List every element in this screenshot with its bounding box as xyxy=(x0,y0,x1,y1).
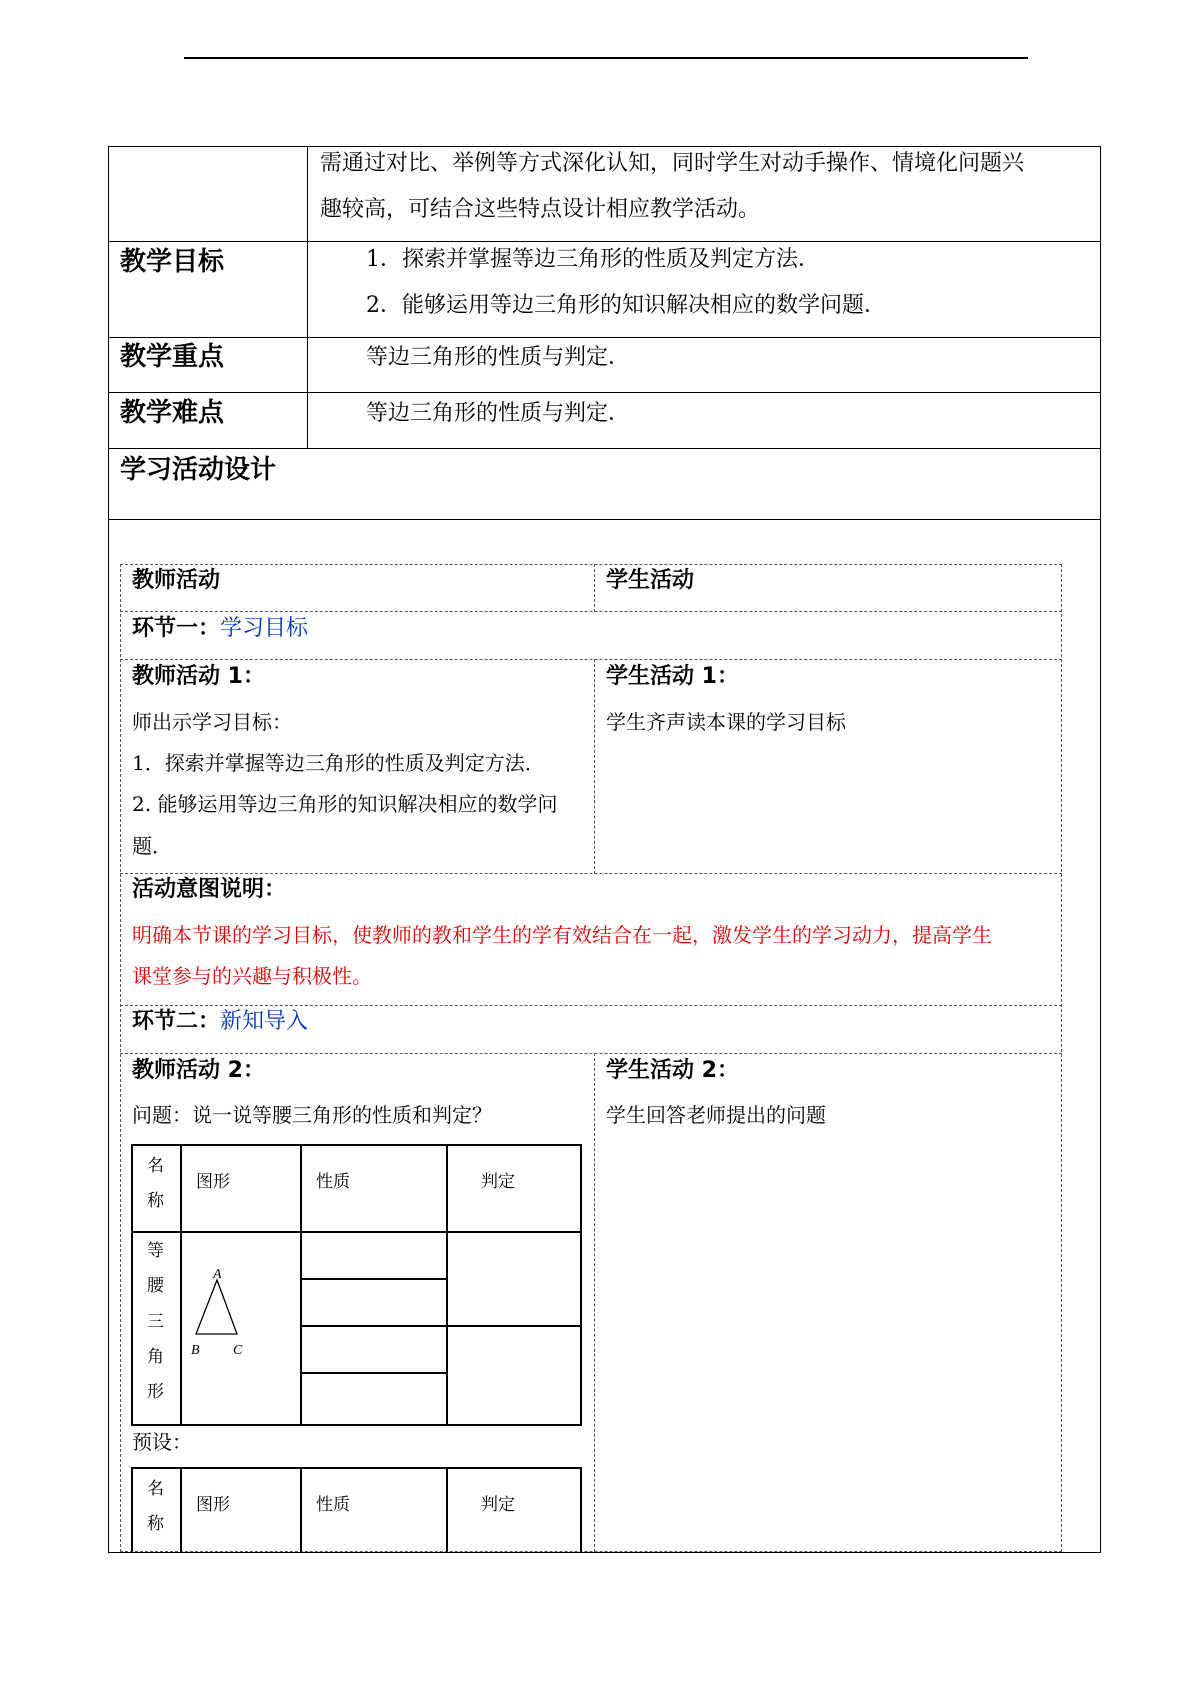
row-divider xyxy=(108,448,1101,449)
objectives-label: 教学目标 xyxy=(120,247,225,277)
row-divider xyxy=(108,392,1101,393)
row-divider xyxy=(108,337,1101,338)
intro-line-2: 趣较高，可结合这些特点设计相应教学活动。 xyxy=(320,197,761,222)
teacher-activity-1-line: 1．探索并掌握等边三角形的性质及判定方法． xyxy=(132,751,545,775)
row-name-char: 三 xyxy=(147,1312,164,1332)
table-rule xyxy=(446,1144,448,1426)
section-1-heading xyxy=(132,618,308,640)
row-name-char: 腰 xyxy=(147,1276,164,1296)
outer-border-top xyxy=(108,146,1101,147)
section-2-heading xyxy=(132,1011,308,1033)
dashed-rule xyxy=(120,873,1062,874)
activity-intent-line-2: 课堂参与的兴趣与积极性。 xyxy=(132,964,372,988)
header-name-2: 称 xyxy=(147,1191,164,1211)
teacher-activity-1-line: 2. 能够运用等边三角形的知识解决相应的数学问 xyxy=(132,792,558,816)
table-rule xyxy=(300,1325,582,1327)
key-point-text: 等边三角形的性质与判定． xyxy=(366,345,631,370)
header-property: 性质 xyxy=(316,1495,350,1515)
activity-intent-title: 活动意图说明： xyxy=(132,877,287,902)
preset-label: 预设： xyxy=(132,1430,192,1454)
dashed-rule xyxy=(120,611,1062,612)
teacher-activity-1-line: 师出示学习目标： xyxy=(132,710,292,734)
difficulty-label: 教学难点 xyxy=(120,398,225,428)
vertex-label-c: C xyxy=(233,1343,243,1358)
dashed-rule xyxy=(594,1053,595,1552)
header-judgment: 判定 xyxy=(481,1495,515,1515)
objective-item-2: 2．能够运用等边三角形的知识解决相应的数学问题． xyxy=(366,293,886,318)
outer-border-left xyxy=(108,146,109,1553)
table-rule xyxy=(446,1467,448,1553)
student-activity-header: 学生活动 xyxy=(606,568,695,593)
table-rule xyxy=(300,1372,448,1374)
design-title: 学习活动设计 xyxy=(120,455,277,485)
isosceles-triangle-figure xyxy=(191,1268,291,1368)
dashed-rule xyxy=(120,1053,1062,1054)
label-column-divider xyxy=(307,146,308,448)
row-name-char: 形 xyxy=(147,1382,164,1402)
header-figure: 图形 xyxy=(196,1172,230,1192)
teacher-activity-1-title: 教师活动 1： xyxy=(132,664,265,689)
dashed-rule xyxy=(120,659,1062,660)
dashed-rule xyxy=(594,564,595,612)
header-judgment: 判定 xyxy=(481,1172,515,1192)
teacher-activity-header: 教师活动 xyxy=(132,568,221,593)
dashed-rule xyxy=(120,564,1062,565)
objective-item-1: 1．探索并掌握等边三角形的性质及判定方法． xyxy=(366,247,820,272)
dashed-rule xyxy=(120,1005,1062,1006)
section-1-prefix: 环节一： xyxy=(132,616,221,641)
table-rule xyxy=(300,1467,302,1553)
preset-table xyxy=(131,1467,582,1553)
student-activity-1-text: 学生齐声读本课的学习目标 xyxy=(606,710,846,734)
header-name-2: 称 xyxy=(147,1514,164,1534)
intro-line-1: 需通过对比、举例等方式深化认知，同时学生对动手操作、情境化问题兴 xyxy=(320,151,1025,176)
teacher-activity-2-question: 问题：说一说等腰三角形的性质和判定？ xyxy=(132,1103,492,1127)
row-divider xyxy=(108,241,1101,242)
table-rule xyxy=(180,1144,182,1426)
isosceles-table xyxy=(131,1144,582,1426)
header-rule xyxy=(184,57,1028,59)
table-rule xyxy=(131,1231,582,1233)
table-rule xyxy=(180,1467,182,1553)
student-activity-2-text: 学生回答老师提出的问题 xyxy=(606,1103,826,1127)
row-divider xyxy=(108,519,1101,520)
row-name-char: 等 xyxy=(147,1241,164,1261)
dashed-rule xyxy=(1061,564,1062,1552)
dashed-rule xyxy=(120,564,121,1552)
header-figure: 图形 xyxy=(196,1495,230,1515)
difficulty-text: 等边三角形的性质与判定． xyxy=(366,401,631,426)
outer-border-right xyxy=(1100,146,1101,1553)
header-property: 性质 xyxy=(316,1172,350,1192)
vertex-label-b: B xyxy=(191,1343,200,1358)
student-activity-2-title: 学生活动 2： xyxy=(606,1058,739,1083)
section-1-title: 学习目标 xyxy=(220,616,309,641)
header-name-1: 名 xyxy=(147,1479,164,1499)
table-rule xyxy=(300,1278,448,1280)
vertex-label-a: A xyxy=(213,1268,222,1282)
table-rule xyxy=(300,1144,302,1426)
section-2-title: 新知导入 xyxy=(220,1009,309,1034)
activity-intent-line-1: 明确本节课的学习目标，使教师的教和学生的学有效结合在一起，激发学生的学习动力，提高学生 xyxy=(132,923,992,947)
teacher-activity-1-line: 题． xyxy=(132,834,172,858)
student-activity-1-title: 学生活动 1： xyxy=(606,664,739,689)
section-2-prefix: 环节二： xyxy=(132,1009,221,1034)
header-name-1: 名 xyxy=(147,1156,164,1176)
row-name-char: 角 xyxy=(147,1347,164,1367)
teacher-activity-2-title: 教师活动 2： xyxy=(132,1058,265,1083)
dashed-rule xyxy=(594,659,595,874)
key-point-label: 教学重点 xyxy=(120,342,225,372)
